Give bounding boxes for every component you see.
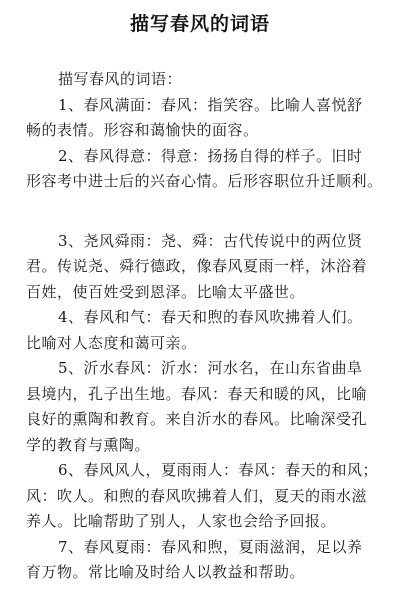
- entry-line: 育万物。常比喻及时给人以教益和帮助。: [26, 563, 306, 581]
- entry-line: 风：吹人。和煦的春风吹拂着人们，夏天的雨水滋: [26, 486, 368, 505]
- paragraph-gap: [26, 195, 386, 229]
- entry-line: 1、春风满面：春风：指笑容。比喻人喜悦舒: [58, 95, 363, 114]
- entry-3: [26, 229, 386, 306]
- entry-line: 3、尧风舜雨：尧、舜：古代传说中的两位贤: [58, 231, 363, 250]
- entry-4: [26, 305, 386, 356]
- entry-line: 学的教育与熏陶。: [26, 435, 151, 454]
- entry-line: 养人。比喻帮助了别人，人家也会给予回报。: [26, 512, 337, 530]
- entry-line: 县境内，孔子出生地。春风：春天和暖的风，比喻: [26, 384, 368, 403]
- entry-line: 畅的表情。形容和蔼愉快的面容。: [26, 121, 259, 139]
- intro-line: 描写春风的词语：: [58, 70, 183, 88]
- entry-line: 比喻对人态度和蔼可亲。: [26, 333, 197, 352]
- entry-line: 5、沂水春风：沂水：河水名，在山东省曲阜: [58, 359, 363, 377]
- entry-2: [26, 144, 386, 195]
- entry-1: [26, 93, 386, 144]
- entry-5: [26, 356, 386, 458]
- entry-7: [26, 535, 386, 586]
- entry-line: 君。传说尧、舜行德政，像春风夏雨一样，沐浴着: [26, 257, 368, 275]
- entry-line: 7、春风夏雨：春风和煦，夏雨滋润，足以养: [58, 537, 363, 556]
- entry-line: 4、春风和气：春天和煦的春风吹拂着人们。: [58, 308, 363, 326]
- document-body: [26, 67, 386, 586]
- page-title: 描写春风的词语: [129, 13, 270, 35]
- entry-line: 形容考中进士后的兴奋心情。后形容职位升迁顺利。: [26, 172, 383, 190]
- entry-6: [26, 458, 386, 535]
- entry-line: 2、春风得意：得意：扬扬自得的样子。旧时: [58, 146, 363, 165]
- entry-line: 良好的熏陶和教育。来自沂水的春风。比喻深受孔: [26, 410, 368, 428]
- entry-line: 6、春风风人，夏雨雨人：春风：春天的和风；: [58, 461, 379, 479]
- entry-line: 百姓，使百姓受到恩泽。比喻太平盛世。: [26, 282, 306, 301]
